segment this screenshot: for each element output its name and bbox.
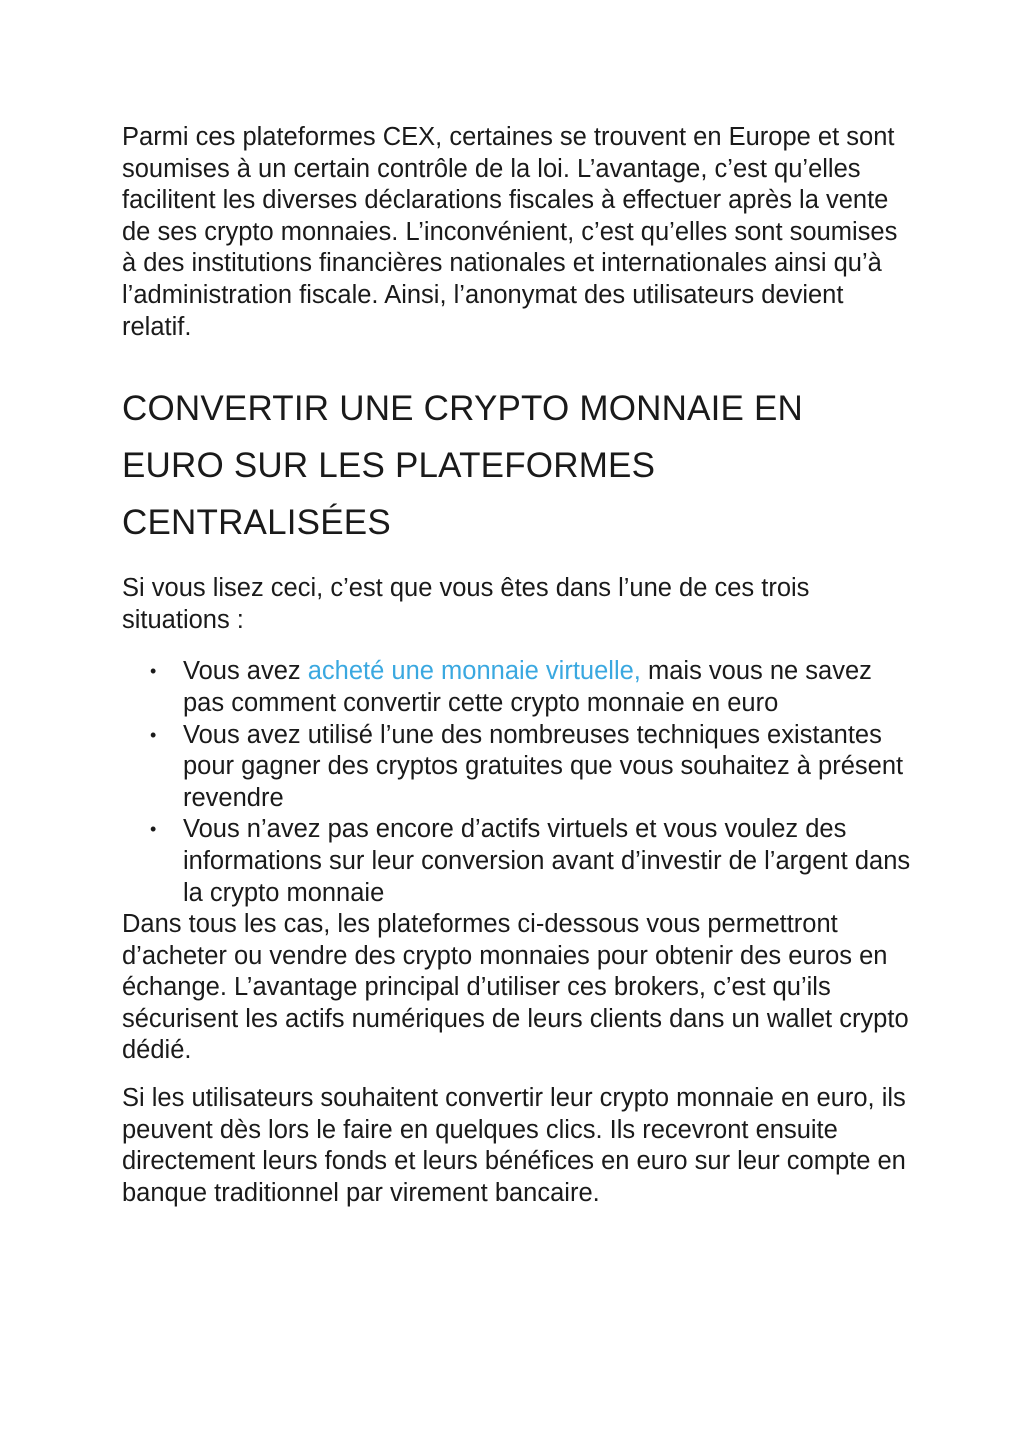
bullet-icon: • xyxy=(150,819,157,840)
list-item-text-after: mais vous ne savez pas comment convertir cette crypto monnaie en euro xyxy=(183,657,872,717)
list-item-text: Vous avez utilisé l’une des nombreuses techniques existantes pour gagner des cryptos gratuites que vous souhaitez à présent revendre xyxy=(183,720,904,812)
list-item xyxy=(122,814,912,909)
paragraph-conversion: Si les utilisateurs souhaitent convertir leur crypto monnaie en euro, ils peuvent dès lors le faire en quelques clics. Ils recevront ensuite directement leurs fonds et leurs bénéfices en euro sur leur compte en banque traditionnel par virement bancaire. xyxy=(122,1084,906,1207)
list-item xyxy=(122,656,912,719)
bullet-icon: • xyxy=(150,661,157,682)
paragraph-cex: Parmi ces plateformes CEX, certaines se trouvent en Europe et sont soumises à un certain contrôle de la loi. L’avantage, c’est qu’elles facilitent les diverses déclarations fiscales à effectuer après la vente de ses crypto monnaies. L’inconvénient, c’est qu’elles sont soumises à des institutions financières nationales et internationales ainsi qu’à l’administration fiscale. Ainsi, l’anonymat des utilisateurs devient relatif. xyxy=(122,123,898,341)
bullet-icon: • xyxy=(150,724,157,745)
situations-list xyxy=(122,656,912,909)
list-item xyxy=(122,720,912,815)
intro-paragraph: Si vous lisez ceci, c’est que vous êtes dans l’une de ces trois situations : xyxy=(122,574,810,634)
section-heading: CONVERTIR UNE CRYPTO MONNAIE EN EURO SUR LES PLATEFORMES CENTRALISÉES xyxy=(122,389,804,543)
document-page xyxy=(122,122,912,1209)
paragraph-platforms: Dans tous les cas, les plateformes ci-dessous vous permettront d’acheter ou vendre des crypto monnaies pour obtenir des euros en échange. L’avantage principal d’utiliser ces brokers, c’est qu’ils sécurisent les actifs numériques de leurs clients dans un wallet crypto dédié. xyxy=(122,910,909,1065)
virtual-currency-link[interactable]: acheté une monnaie virtuelle, xyxy=(307,657,641,686)
list-item-text-before: Vous avez xyxy=(183,657,308,686)
list-item-text: Vous n’avez pas encore d’actifs virtuels et vous voulez des informations sur leur conversion avant d’investir de l’argent dans la crypto monnaie xyxy=(183,815,911,907)
